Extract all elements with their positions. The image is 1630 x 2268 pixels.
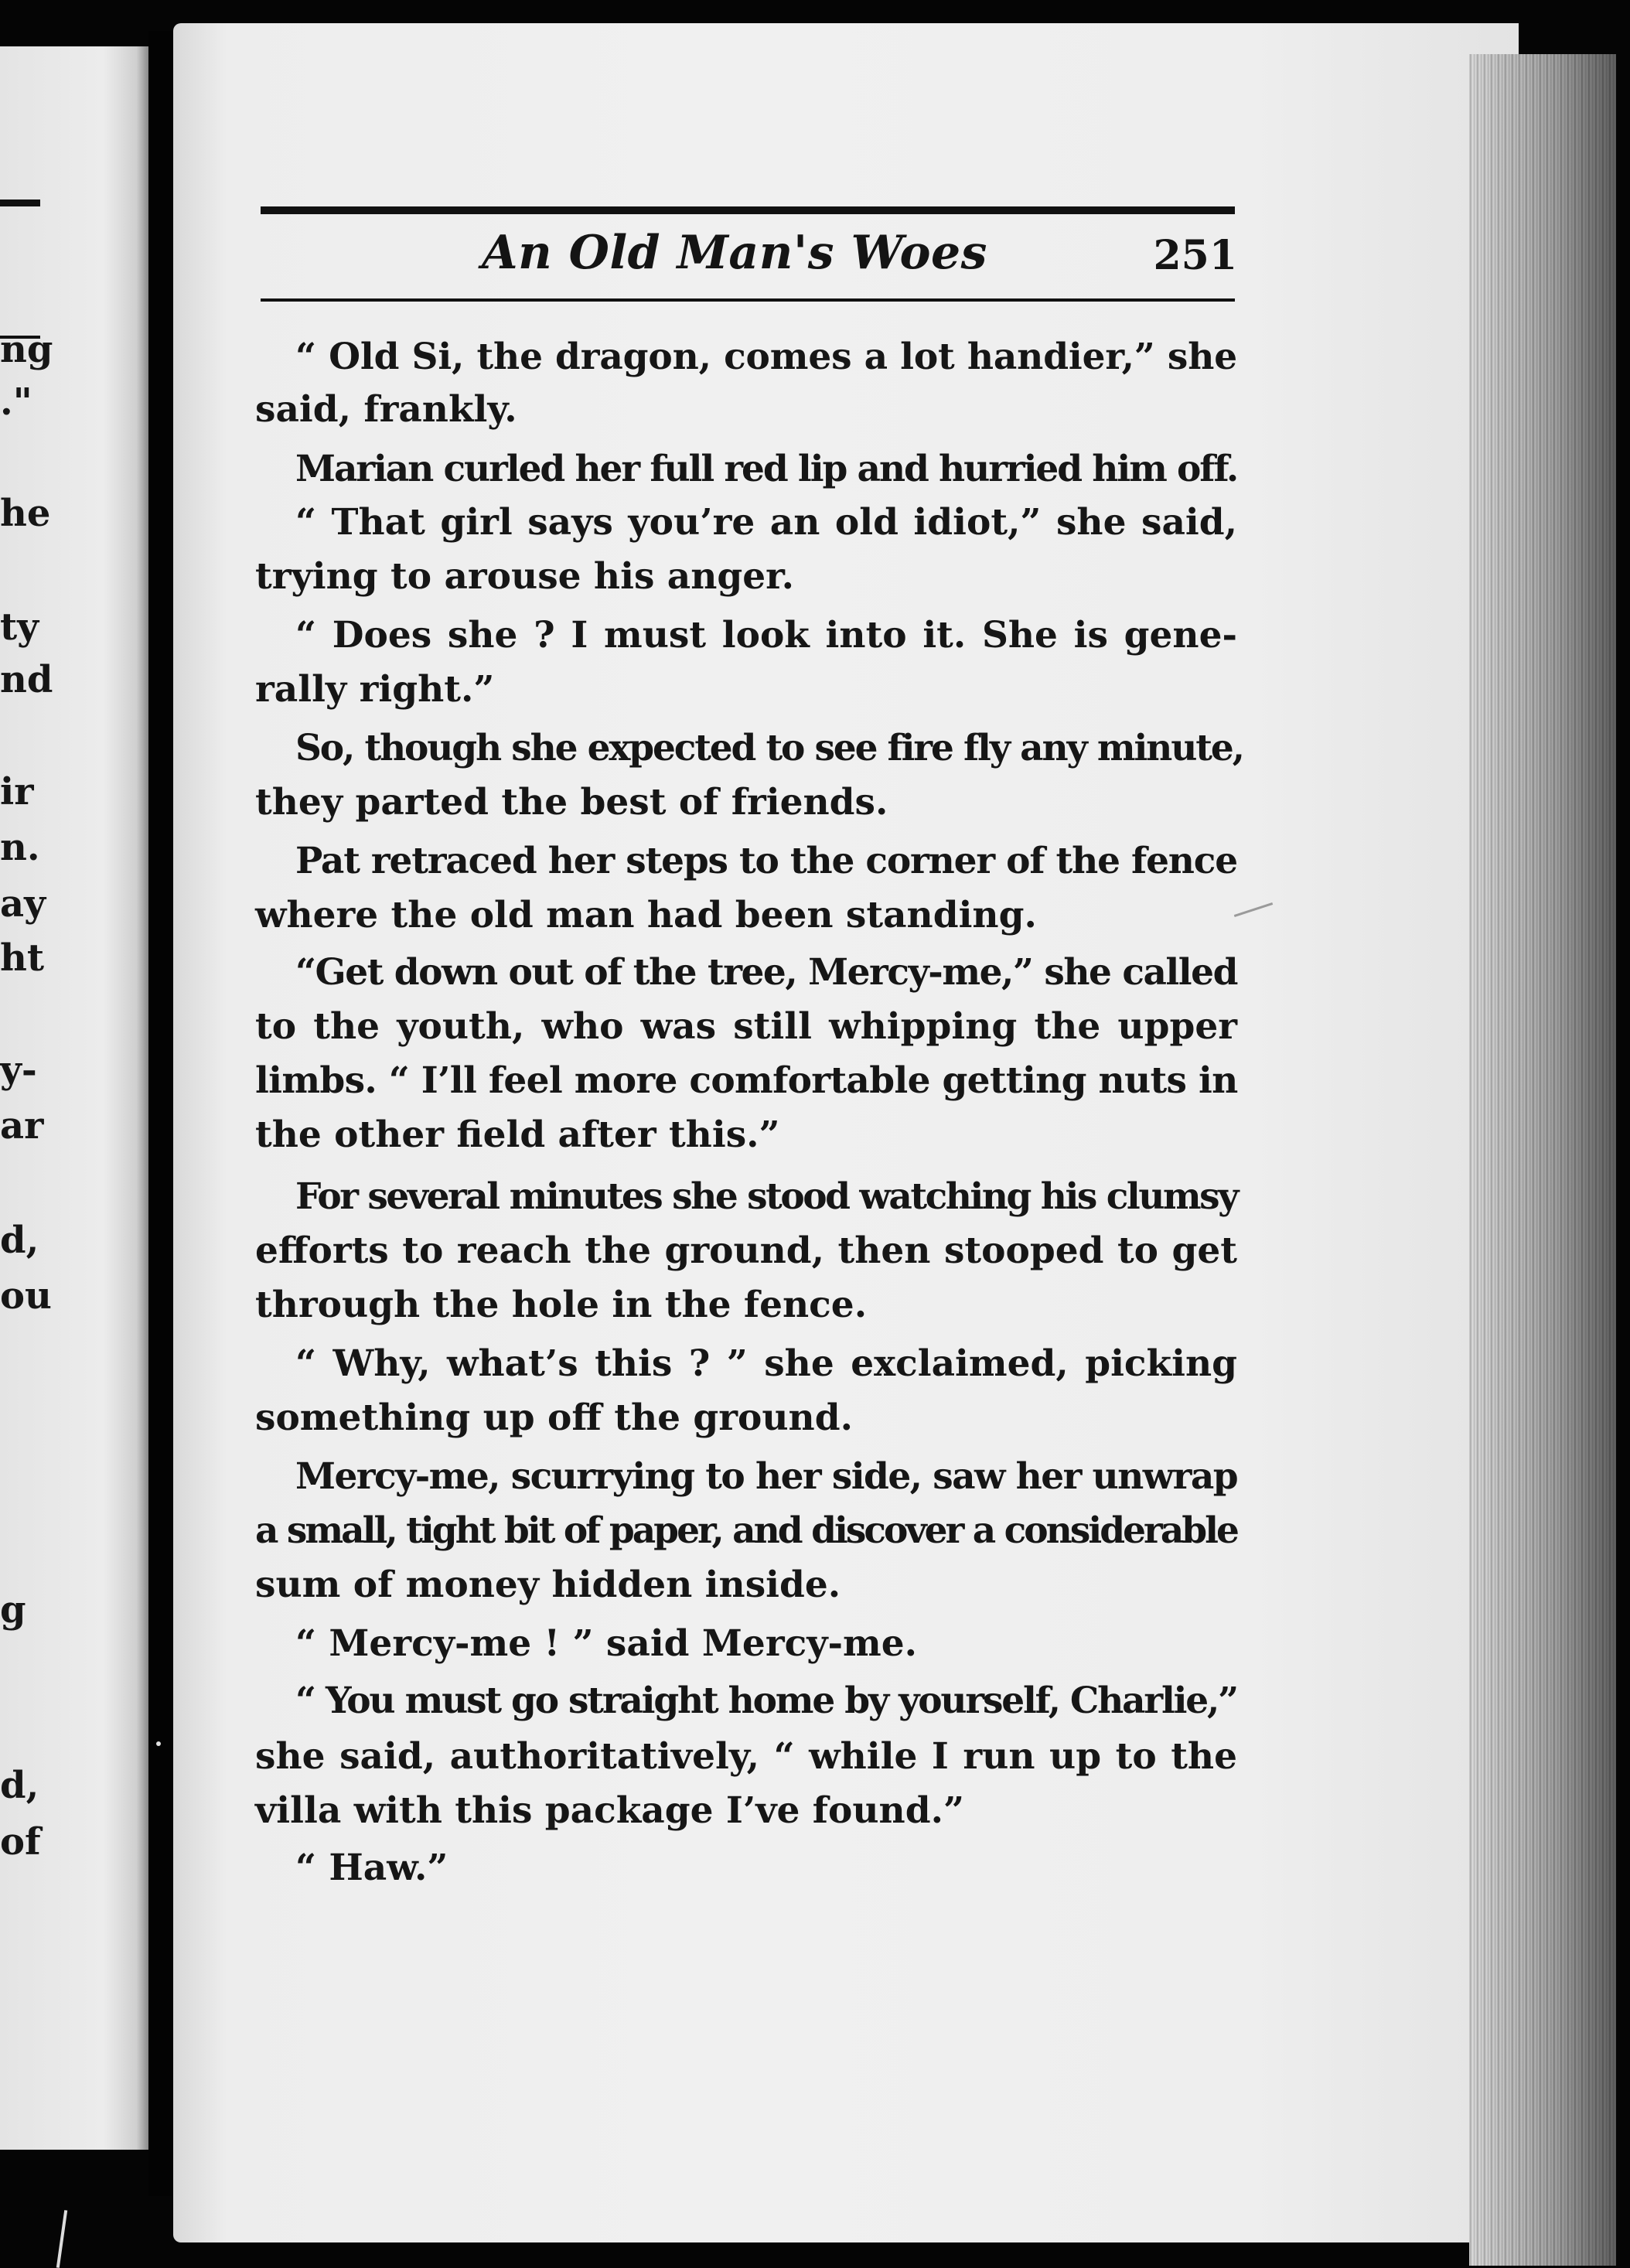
text-line: through the hole in the fence.	[255, 1284, 868, 1326]
previous-page-fragment: n.	[0, 826, 40, 869]
text-line: something up off the ground.	[255, 1397, 853, 1439]
text-line: So, though she expected to see fire fly any minute,	[295, 727, 1243, 769]
body-text	[255, 325, 1243, 1949]
previous-page-fragment: ar	[0, 1104, 44, 1148]
text-line: “ Old Si, the dragon, comes a lot handier,” she	[295, 336, 1237, 378]
text-line: Pat retraced her steps to the corner of the fence	[295, 840, 1237, 882]
previous-page-fragment: ay	[0, 882, 46, 926]
text-line: sum of money hidden inside.	[255, 1564, 841, 1606]
previous-page-fragment: ir	[0, 770, 34, 813]
text-line: rally right.”	[255, 668, 495, 711]
text-line: Mercy-me, scurrying to her side, saw her unwrap	[295, 1455, 1237, 1498]
text-line: “ Why, what’s this ? ” she exclaimed, picking	[295, 1342, 1237, 1385]
previous-page-fragment: he	[0, 492, 51, 535]
text-line: “ Does she ? I must look into it. She is gene-	[295, 614, 1237, 657]
text-line: where the old man had been standing.	[255, 894, 1037, 936]
text-line: a small, tight bit of paper, and discover a considerable	[255, 1509, 1237, 1552]
text-line: the other field after this.”	[255, 1114, 780, 1156]
text-line: “Get down out of the tree, Mercy-me,” she called	[295, 951, 1237, 994]
text-line: “ Mercy-me ! ” said Mercy-me.	[295, 1622, 918, 1665]
previous-page-edge	[0, 46, 148, 2150]
page-block-edges	[1469, 54, 1616, 2266]
text-line: For several minutes she stood watching his clumsy	[295, 1175, 1237, 1218]
text-line: limbs. “ I’ll feel more comfortable getting nuts in	[255, 1059, 1238, 1102]
running-head-bottom-rule	[261, 298, 1235, 302]
text-line: they parted the best of friends.	[255, 781, 888, 824]
page-number: 251	[1153, 232, 1237, 279]
previous-page-fragment: d,	[0, 1219, 39, 1262]
text-line: Marian curled her full red lip and hurried him off.	[295, 448, 1238, 490]
previous-page-head-rule	[0, 200, 40, 206]
scan-dust-speck	[156, 1741, 161, 1746]
previous-page-fragment: y-	[0, 1049, 37, 1092]
previous-page-fragment: ht	[0, 936, 45, 980]
text-line: “ That girl says you’re an old idiot,” she said,	[295, 501, 1237, 544]
text-line: to the youth, who was still whipping the upper	[255, 1005, 1237, 1048]
running-head-top-rule	[261, 206, 1235, 214]
previous-page-fragment: d,	[0, 1764, 39, 1807]
text-line: she said, authoritatively, “ while I run up to the	[255, 1735, 1237, 1778]
text-line: “ Haw.”	[295, 1847, 448, 1889]
previous-page-fragment: ng	[0, 328, 53, 371]
text-line: said, frankly.	[255, 388, 517, 431]
text-line: “ You must go straight home by yourself, Charlie,”	[295, 1680, 1237, 1722]
text-line: efforts to reach the ground, then stooped to get	[255, 1229, 1237, 1272]
text-line: trying to arouse his anger.	[255, 555, 794, 598]
previous-page-fragment: ou	[0, 1274, 52, 1318]
previous-page-fragment: ty	[0, 605, 39, 649]
previous-page-fragment: of	[0, 1820, 41, 1864]
text-line: villa with this package I’ve found.”	[255, 1789, 964, 1832]
previous-page-fragment: ."	[0, 380, 32, 424]
running-head-title: An Old Man's Woes	[482, 226, 987, 280]
previous-page-fragment: nd	[0, 658, 53, 701]
previous-page-fragment: g	[0, 1588, 26, 1632]
